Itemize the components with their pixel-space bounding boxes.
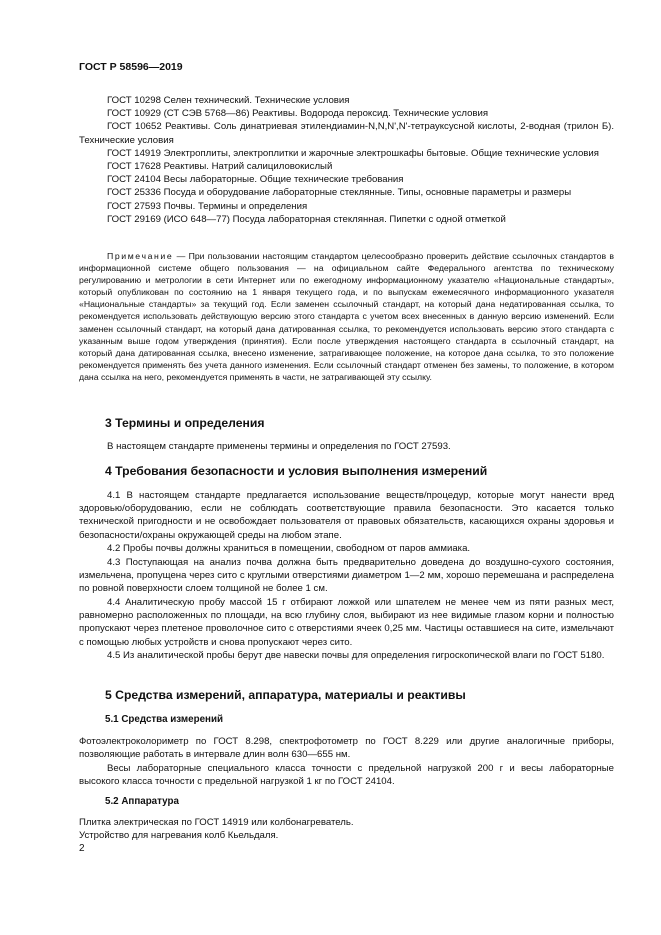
clause-5-2-text-2: Устройство для нагревания колб Кьельдаля.	[79, 830, 279, 841]
clause-5-2-text-1: Плитка электрическая по ГОСТ 14919 или колбонагреватель.	[79, 817, 354, 828]
section-5-title: 5 Средства измерений, аппаратура, материалы и реактивы	[105, 688, 466, 702]
reference-item: ГОСТ 27593 Почвы. Термины и определения	[107, 200, 308, 212]
reference-item: ГОСТ 10929 (СТ СЭВ 5768—86) Реактивы. Водорода пероксид. Технические условия	[107, 108, 489, 120]
clause-4-5: 4.5 Из аналитической пробы берут две навески почвы для определения гигроскопической влаги по ГОСТ 5180.	[107, 650, 605, 661]
reference-item: ГОСТ 10652 Реактивы. Соль динатриевая этилендиамин-N,N,N',N'-тетрауксусной кислоты, 2-водная (трилон Б). Технические условия	[79, 121, 614, 146]
subsection-5-2-title: 5.2 Аппаратура	[105, 796, 179, 807]
note-text: — При пользовании настоящим стандартом целесообразно проверить действие ссылочных стандартов в информационной системе общего пользования — на официальном сайте Федерального агентства по техническому регулированию и метрологии в сети Интернет или по ежегодному информационному указателю «Национальные стандарты», который опубликован по состоянию на 1 января текущего года, и по выпускам ежемесячного информационного указателя «Национальные стандарты» за текущий год. Если заменен ссылочный стандарт, на который дана недатированная ссылка, то рекомендуется использовать действующую версию этого стандарта с учетом всех внесенных в данную версию изменений. Если заменен ссылочный стандарт, на который дана датированная ссылка, то рекомендуется использовать версию этого стандарта с указанным выше годом утверждения (принятия). Если после утверждения настоящего стандарта в ссылочный стандарт, на который дана датированная ссылка, внесено изменение, затрагивающее положение, на которое дана ссылка, то это положение рекомендуется применять без учета данного изменения. Если ссылочный стандарт отменен без замены, то положение, в котором дана ссылка на него, рекомендуется применять в части, не затрагивающей эту ссылку.	[79, 251, 614, 382]
reference-item: ГОСТ 10298 Селен технический. Технические условия	[107, 95, 350, 106]
reference-item: ГОСТ 14919 Электроплиты, электроплитки и жарочные электрошкафы бытовые. Общие технические условия	[107, 147, 599, 159]
reference-item: ГОСТ 29169 (ИСО 648—77) Посуда лабораторная стеклянная. Пипетки с одной отметкой	[107, 213, 506, 225]
references-note	[79, 250, 614, 383]
note-label: Примечание	[107, 251, 174, 261]
section-3-text: В настоящем стандарте применены термины и определения по ГОСТ 27593.	[107, 441, 451, 452]
clause-5-1-text-2: Весы лабораторные специального класса точности с предельной нагрузкой 200 г и весы лабораторные высокого класса точности с предельной нагрузкой 1 кг по ГОСТ 24104.	[79, 763, 614, 788]
page-number: 2	[79, 843, 85, 854]
document-header: ГОСТ Р 58596—2019	[79, 61, 183, 73]
subsection-5-1-title: 5.1 Средства измерений	[105, 714, 223, 725]
section-3-title: 3 Термины и определения	[105, 416, 265, 430]
clause-4-3: 4.3 Поступающая на анализ почва должна быть предварительно доведена до воздушно-сухого состояния, измельчена, пропущена через сито с круглыми отверстиями диаметром 1—2 мм, хорошо перемешана и распределена по ровной поверхности слоем толщиной не более 1 см.	[79, 557, 614, 595]
clause-4-4: 4.4 Аналитическую пробу массой 15 г отбирают ложкой или шпателем не менее чем из пяти разных мест, равномерно расположенных по площади, на всю глубину слоя, выбирают из нее видимые глазом корни и полностью пропускают через плетеное проволочное сито с отверстиями ячеек 0,25 мм. Частицы оставшиеся на сите, измельчают с помощью любых устройств и снова пропускают через сито.	[79, 597, 614, 648]
clause-4-1: 4.1 В настоящем стандарте предлагается использование веществ/процедур, которые могут нанести вред здоровью/оборудованию, если не соблюдать соответствующие правила безопасности. Это касается только технической пригодности и не освобождает пользователя от правовых обязательств, касающихся охраны здоровья и безопасности/охраны окружающей среды на любом этапе.	[79, 490, 614, 541]
normative-references-list	[79, 94, 614, 226]
clause-5-1-text-1: Фотоэлектроколориметр по ГОСТ 8.298, спектрофотометр по ГОСТ 8.229 или другие аналогичные приборы, позволяющие работать в интервале длин волн 630—655 нм.	[79, 736, 614, 761]
section-4-title: 4 Требования безопасности и условия выполнения измерений	[105, 464, 488, 478]
reference-item: ГОСТ 25336 Посуда и оборудование лабораторные стеклянные. Типы, основные параметры и размеры	[107, 187, 572, 199]
reference-item: ГОСТ 24104 Весы лабораторные. Общие технические требования	[107, 174, 404, 186]
clause-4-2: 4.2 Пробы почвы должны храниться в помещении, свободном от паров аммиака.	[107, 543, 471, 554]
reference-item: ГОСТ 17628 Реактивы. Натрий салициловокислый	[107, 161, 333, 173]
